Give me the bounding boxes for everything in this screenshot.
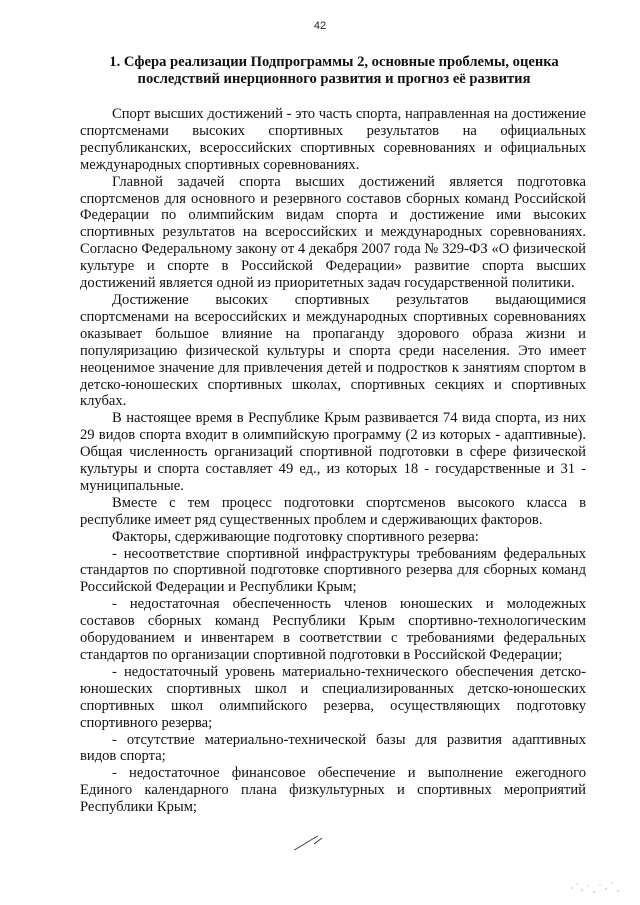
list-item-1: - несоответствие спортивной инфраструктуры требованиям федеральных стандартов по спортивной подготовке спортивного резерва для сборных команд Российской Федерации и Республики Крым; xyxy=(80,545,586,596)
list-item-3: - недостаточный уровень материально-технического обеспечения детско-юношеских спортивных школ и специализированных детско-юношеских спортивных школ олимпийского резерва, осуществляющих подготовку спортивного резерва; xyxy=(80,663,586,731)
paragraph-5: Вместе с тем процесс подготовки спортсменов высокого класса в республике имеет ряд существенных проблем и сдерживающих факторов. xyxy=(80,494,586,528)
list-item-5: - недостаточное финансовое обеспечение и выполнение ежегодного Единого календарного плана физкультурных и спортивных мероприятий Республики Крым; xyxy=(80,765,586,816)
scan-specks xyxy=(568,876,628,900)
section-heading-line-2: последствий инерционного развития и прогноз её развития xyxy=(137,71,531,87)
body-text xyxy=(80,106,586,816)
paragraph-2: Главной задачей спорта высших достижений является подготовка спортсменов для основного и резервного составов сборных команд Российской Федерации по олимпийским видам спорта и достижение ими высоких спортивных результатов на всероссийских и международных соревнованиях. Согласно Федеральному закону от 4 декабря 2007 года № 329-ФЗ «О физической культуре и спорте в Российской Федерации» развитие спорта высших достижений является одной из приоритетных задач государственной политики. xyxy=(80,173,586,292)
section-heading xyxy=(84,54,584,88)
page-number: 42 xyxy=(313,20,327,32)
paragraph-1: Спорт высших достижений - это часть спорта, направленная на достижение спортсменами высоких спортивных результатов на официальных республиканских, всероссийских спортивных соревнованиях и официальных международных спортивных соревнованиях. xyxy=(80,106,586,173)
list-item-2: - недостаточная обеспеченность членов юношеских и молодежных составов сборных команд Республики Крым спортивно-технологическим оборудованием и инвентарем в соответствии с требованиями федеральных стандартов по организации спортивной подготовки в Российской Федерации; xyxy=(80,596,586,663)
section-heading-line-1: 1. Сфера реализации Подпрограммы 2, основные проблемы, оценка xyxy=(109,54,559,70)
list-item-4: - отсутствие материально-технической базы для развития адаптивных видов спорта; xyxy=(80,731,586,765)
paragraph-3: Достижение высоких спортивных результатов выдающимися спортсменами на всероссийских и международных спортивных соревнованиях оказывает большое влияние на пропаганду здорового образа жизни и популяризацию физической культуры и спорта среди населения. Это имеет неоценимое значение для привлечения детей и подростков к занятиям спортом в детско-юношеских спортивных школах, спортивных секциях и спортивных клубах. xyxy=(80,291,586,410)
paragraph-4: В настоящее время в Республике Крым развивается 74 вида спорта, из них 29 видов спорта входит в олимпийскую программу (2 из которых - адаптивные). Общая численность организаций спортивной подготовки в сфере физической культуры и спорта составляет 49 ед., из которых 18 - государственные и 31 - муниципальные. xyxy=(80,410,586,494)
pen-mark xyxy=(292,832,332,854)
paragraph-6: Факторы, сдерживающие подготовку спортивного резерва: xyxy=(112,528,479,545)
